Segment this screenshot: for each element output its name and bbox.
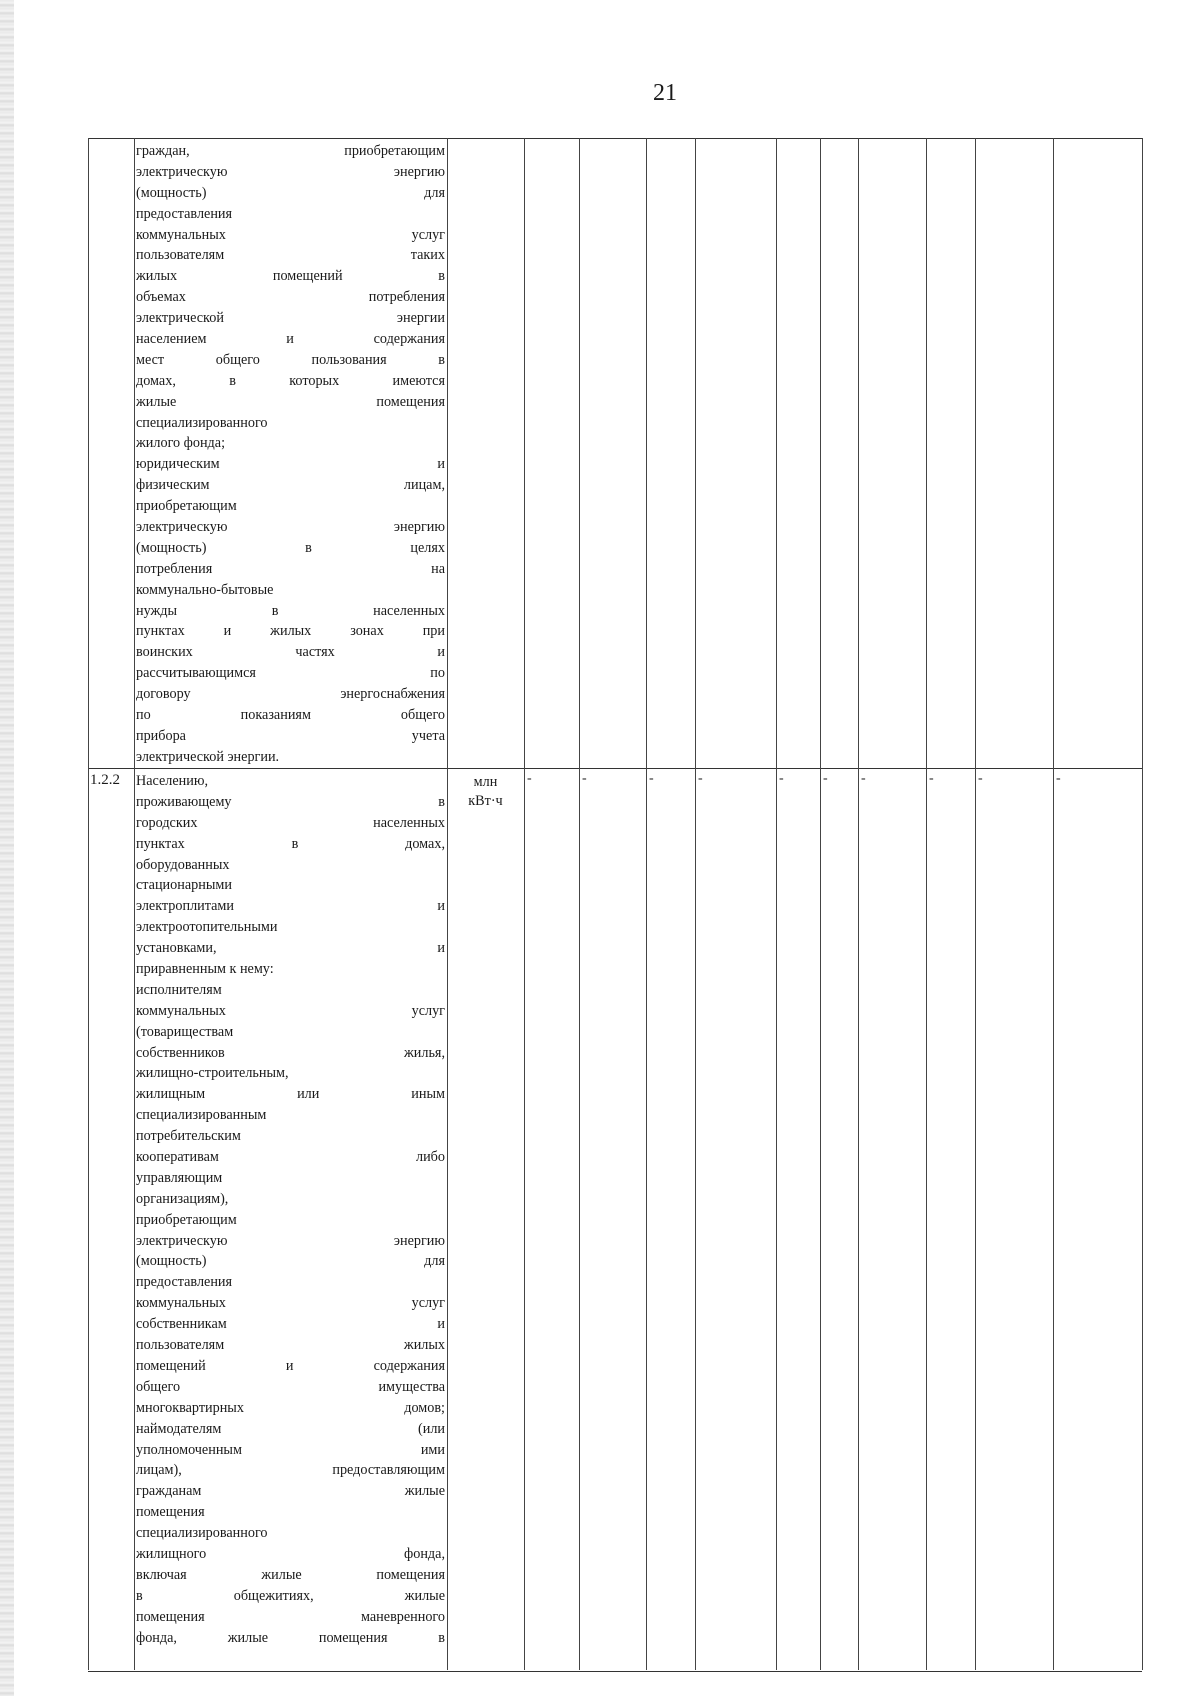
column-rule (524, 138, 525, 1670)
unit-line: млн (473, 774, 498, 790)
description-line: кооперативам либо (136, 1149, 445, 1166)
value-cell: - (582, 771, 587, 786)
description-line: пользователям жилых (136, 1337, 445, 1354)
column-rule (447, 138, 448, 1670)
description-line: электрической энергии (136, 310, 445, 327)
column-rule (1053, 138, 1054, 1670)
column-rule (858, 138, 859, 1670)
description-line: объемах потребления (136, 289, 445, 306)
unit-line: кВт·ч (468, 793, 503, 809)
description-line: коммунальных услуг (136, 226, 445, 243)
row-description (134, 769, 447, 1671)
description-line: помещений и содержания (136, 1357, 445, 1374)
value-cell: - (823, 771, 828, 786)
description-line: (мощность) для (136, 1253, 445, 1270)
column-rule (1142, 138, 1143, 1670)
column-rule (646, 138, 647, 1670)
description-line: наймодателям (или (136, 1420, 445, 1437)
description-line: пунктах и жилых зонах при (136, 623, 445, 640)
table-row (88, 768, 1142, 1672)
value-cell: - (861, 771, 866, 786)
description-line: потребительским (136, 1128, 241, 1145)
description-line: приравненным к нему: (136, 961, 274, 978)
description-line: специализированного (136, 414, 268, 431)
row-number: 1.2.2 (90, 772, 120, 788)
description-line: жилых помещений в (136, 268, 445, 285)
description-line: коммунально-бытовые (136, 581, 274, 598)
description-line: общего имущества (136, 1378, 445, 1395)
description-line: электрическую энергию (136, 163, 445, 180)
row-unit (447, 769, 524, 1671)
value-cell: - (1056, 771, 1061, 786)
description-line: лицам), предоставляющим (136, 1462, 445, 1479)
value-cell: - (649, 771, 654, 786)
description-line: приобретающим (136, 498, 237, 515)
value-cell: - (527, 771, 532, 786)
description-line: мест общего пользования в (136, 351, 445, 368)
description-line: потребления на (136, 560, 445, 577)
description-line: жилые помещения (136, 393, 445, 410)
description-line: собственников жилья, (136, 1044, 445, 1061)
column-rule (776, 138, 777, 1670)
description-line: предоставления (136, 205, 233, 222)
description-line: приобретающим (136, 1211, 237, 1228)
column-rule (579, 138, 580, 1670)
description-line: в общежитиях, жилые (136, 1587, 445, 1604)
description-line: нужды в населенных (136, 602, 445, 619)
description-line: специализированного (136, 1525, 268, 1542)
description-line: прибора учета (136, 727, 445, 744)
description-line: воинских частях и (136, 644, 445, 661)
column-rule (134, 138, 135, 1670)
description-line: электрической энергии. (136, 748, 280, 765)
column-rule (88, 138, 89, 1670)
description-line: включая жилые помещения (136, 1566, 445, 1583)
description-line: многоквартирных домов; (136, 1399, 445, 1416)
row-description (134, 139, 447, 769)
description-line: оборудованных (136, 856, 230, 873)
value-cell: - (698, 771, 703, 786)
description-line: управляющим (136, 1169, 223, 1186)
description-line: проживающему в (136, 793, 445, 810)
description-line: установками, и (136, 940, 445, 957)
data-table (88, 138, 1142, 1670)
description-line: организациям), (136, 1190, 229, 1207)
description-line: жилого фонда; (136, 435, 226, 452)
table-row (88, 138, 1142, 769)
value-cell: - (978, 771, 983, 786)
description-line: Населению, (136, 773, 209, 789)
description-line: коммунальных услуг (136, 1295, 445, 1312)
description-line: коммунальных услуг (136, 1002, 445, 1019)
description-line: по показаниям общего (136, 707, 445, 724)
description-line: (мощность) в целях (136, 539, 445, 556)
value-cell: - (929, 771, 934, 786)
description-line: физическим лицам, (136, 477, 445, 494)
description-line: пользователям таких (136, 247, 445, 264)
description-line: юридическим и (136, 456, 445, 473)
row-number (88, 139, 134, 769)
description-line: граждан, приобретающим (136, 143, 445, 159)
description-line: пунктах в домах, (136, 835, 445, 852)
column-rule (820, 138, 821, 1670)
column-rule (975, 138, 976, 1670)
description-line: городских населенных (136, 814, 445, 831)
description-line: электрическую энергию (136, 519, 445, 536)
description-line: помещения (136, 1504, 205, 1521)
description-line: договору энергоснабжения (136, 686, 445, 703)
description-line: собственникам и (136, 1316, 445, 1333)
description-line: жилищно-строительным, (136, 1065, 289, 1082)
scan-edge (0, 0, 14, 1696)
page-number: 21 (653, 80, 677, 106)
value-cell: - (779, 771, 784, 786)
description-line: исполнителям (136, 981, 222, 998)
description-line: жилищным или иным (136, 1086, 445, 1103)
description-line: домах, в которых имеются (136, 372, 445, 389)
description-line: уполномоченным ими (136, 1441, 445, 1458)
description-line: стационарными (136, 877, 232, 894)
description-line: электроплитами и (136, 898, 445, 915)
description-line: электрическую энергию (136, 1232, 445, 1249)
description-line: гражданам жилые (136, 1483, 445, 1500)
description-line: предоставления (136, 1274, 233, 1291)
description-line: (товариществам (136, 1023, 234, 1040)
description-line: специализированным (136, 1107, 267, 1124)
description-line: фонда, жилые помещения в (136, 1629, 445, 1646)
row-unit (447, 139, 524, 769)
description-line: рассчитывающимся по (136, 665, 445, 682)
description-line: жилищного фонда, (136, 1545, 445, 1562)
description-line: (мощность) для (136, 184, 445, 201)
description-line: электроотопительными (136, 919, 278, 936)
column-rule (695, 138, 696, 1670)
description-line: помещения маневренного (136, 1608, 445, 1625)
column-rule (926, 138, 927, 1670)
description-line: населением и содержания (136, 331, 445, 348)
